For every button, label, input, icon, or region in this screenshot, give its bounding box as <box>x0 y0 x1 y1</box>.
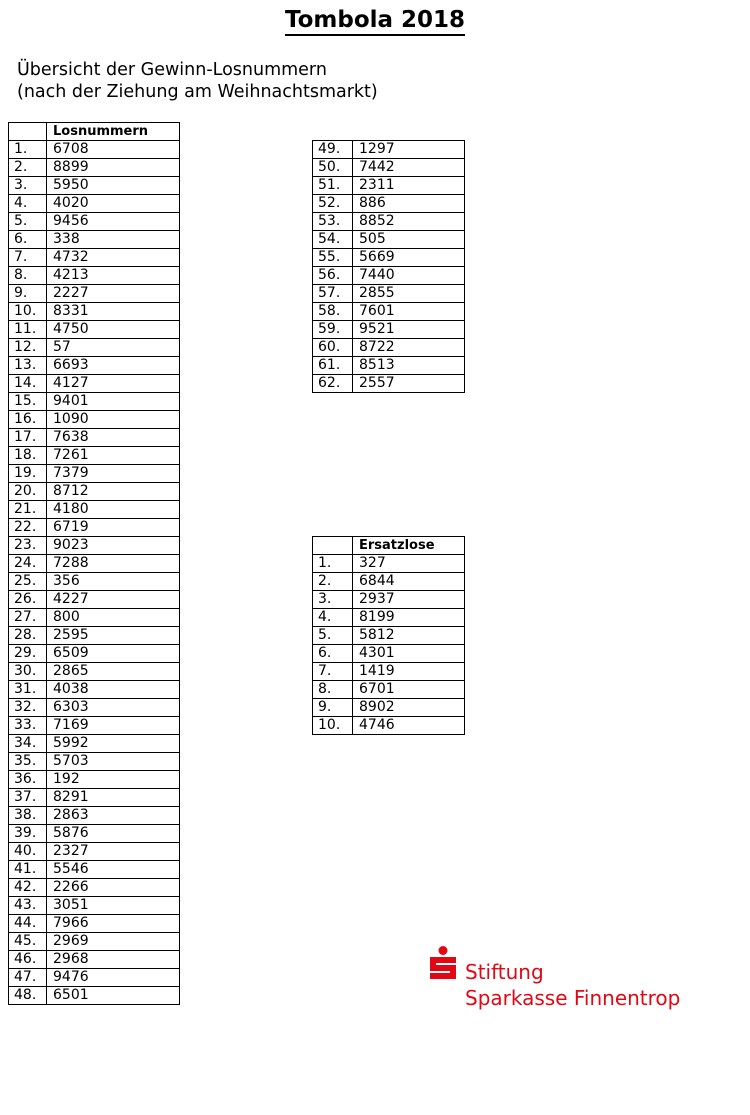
table-row <box>9 663 180 681</box>
ticket-number-cell: 4127 <box>47 375 180 393</box>
rank-cell: 9. <box>9 285 47 303</box>
rank-cell: 5. <box>9 213 47 231</box>
table-row <box>313 645 465 663</box>
table-row <box>9 969 180 987</box>
column-header-ersatzlose: Ersatzlose <box>353 537 465 555</box>
table-row <box>313 339 465 357</box>
rank-cell: 57. <box>313 285 353 303</box>
ticket-number-cell: 5876 <box>47 825 180 843</box>
table-row <box>313 555 465 573</box>
rank-cell: 4. <box>313 609 353 627</box>
column-header-losnummern: Losnummern <box>47 123 180 141</box>
table-row <box>9 483 180 501</box>
rank-cell: 28. <box>9 627 47 645</box>
table-row <box>9 393 180 411</box>
rank-cell: 51. <box>313 177 353 195</box>
ticket-number-cell: 1297 <box>353 141 465 159</box>
rank-cell: 52. <box>313 195 353 213</box>
document-subtitle <box>17 59 378 103</box>
rank-cell: 54. <box>313 231 353 249</box>
table-row <box>9 771 180 789</box>
table-row <box>313 573 465 591</box>
rank-cell: 39. <box>9 825 47 843</box>
table-row <box>313 699 465 717</box>
ticket-number-cell: 4180 <box>47 501 180 519</box>
table-row <box>313 627 465 645</box>
ticket-number-cell: 9456 <box>47 213 180 231</box>
rank-cell: 50. <box>313 159 353 177</box>
ticket-number-cell: 338 <box>47 231 180 249</box>
rank-cell: 31. <box>9 681 47 699</box>
rank-cell: 22. <box>9 519 47 537</box>
rank-cell: 18. <box>9 447 47 465</box>
rank-cell: 7. <box>313 663 353 681</box>
table-row <box>313 231 465 249</box>
rank-cell: 61. <box>313 357 353 375</box>
rank-cell: 38. <box>9 807 47 825</box>
ticket-number-cell: 2595 <box>47 627 180 645</box>
rank-cell: 2. <box>313 573 353 591</box>
ticket-number-cell: 4020 <box>47 195 180 213</box>
logo-text-stiftung: Stiftung <box>465 960 544 984</box>
ticket-number-cell: 2311 <box>353 177 465 195</box>
table-row <box>313 321 465 339</box>
table-row <box>313 285 465 303</box>
table-row <box>9 627 180 645</box>
table-row <box>313 213 465 231</box>
rank-cell: 45. <box>9 933 47 951</box>
rank-cell: 8. <box>9 267 47 285</box>
table-row <box>9 879 180 897</box>
table-header-row <box>313 537 465 555</box>
rank-cell: 36. <box>9 771 47 789</box>
table-row <box>9 843 180 861</box>
table-row <box>313 357 465 375</box>
table-row <box>9 591 180 609</box>
ticket-number-cell: 8513 <box>353 357 465 375</box>
ticket-number-cell: 7601 <box>353 303 465 321</box>
table-row <box>313 303 465 321</box>
rank-cell: 3. <box>9 177 47 195</box>
table-row <box>9 339 180 357</box>
table-row <box>9 357 180 375</box>
table-row <box>9 429 180 447</box>
ticket-number-cell: 6719 <box>47 519 180 537</box>
ticket-number-cell: 8852 <box>353 213 465 231</box>
document-title: Tombola 2018 <box>0 7 750 33</box>
ticket-number-cell: 6509 <box>47 645 180 663</box>
rank-cell: 15. <box>9 393 47 411</box>
ticket-number-cell: 505 <box>353 231 465 249</box>
ticket-number-cell: 3051 <box>47 897 180 915</box>
ticket-number-cell: 5950 <box>47 177 180 195</box>
ticket-number-cell: 5703 <box>47 753 180 771</box>
subtitle-line-2: (nach der Ziehung am Weihnachtsmarkt) <box>17 82 378 102</box>
rank-cell: 48. <box>9 987 47 1005</box>
ticket-number-cell: 2557 <box>353 375 465 393</box>
rank-cell: 34. <box>9 735 47 753</box>
rank-cell: 59. <box>313 321 353 339</box>
ticket-number-cell: 1090 <box>47 411 180 429</box>
ticket-number-cell: 5669 <box>353 249 465 267</box>
ticket-number-cell: 2863 <box>47 807 180 825</box>
ticket-number-cell: 57 <box>47 339 180 357</box>
rank-cell: 14. <box>9 375 47 393</box>
table-row <box>9 141 180 159</box>
table-row <box>9 735 180 753</box>
table-row <box>313 141 465 159</box>
rank-cell: 16. <box>9 411 47 429</box>
ticket-number-cell: 1419 <box>353 663 465 681</box>
table-row <box>313 195 465 213</box>
table-row <box>9 195 180 213</box>
rank-cell: 27. <box>9 609 47 627</box>
rank-cell: 8. <box>313 681 353 699</box>
table-row <box>9 375 180 393</box>
rank-cell: 19. <box>9 465 47 483</box>
rank-cell: 6. <box>313 645 353 663</box>
rank-cell: 20. <box>9 483 47 501</box>
ticket-number-cell: 4038 <box>47 681 180 699</box>
table-row <box>9 789 180 807</box>
rank-cell: 29. <box>9 645 47 663</box>
table-row <box>313 663 465 681</box>
rank-cell: 9. <box>313 699 353 717</box>
rank-cell: 17. <box>9 429 47 447</box>
table-row <box>9 897 180 915</box>
table-row <box>9 501 180 519</box>
table-row <box>9 753 180 771</box>
table-row <box>313 177 465 195</box>
ticket-number-cell: 7379 <box>47 465 180 483</box>
ticket-number-cell: 8712 <box>47 483 180 501</box>
table-row <box>9 807 180 825</box>
rank-cell: 26. <box>9 591 47 609</box>
rank-cell: 13. <box>9 357 47 375</box>
rank-cell: 4. <box>9 195 47 213</box>
winning-numbers-table <box>8 122 180 1005</box>
table-row <box>9 285 180 303</box>
subtitle-line-1: Übersicht der Gewinn-Losnummern <box>17 60 327 80</box>
table-row <box>9 465 180 483</box>
ticket-number-cell: 9023 <box>47 537 180 555</box>
rank-cell: 37. <box>9 789 47 807</box>
header-blank-cell <box>9 123 47 141</box>
rank-cell: 41. <box>9 861 47 879</box>
rank-cell: 46. <box>9 951 47 969</box>
ticket-number-cell: 4301 <box>353 645 465 663</box>
rank-cell: 44. <box>9 915 47 933</box>
ticket-number-cell: 6693 <box>47 357 180 375</box>
rank-cell: 49. <box>313 141 353 159</box>
ticket-number-cell: 356 <box>47 573 180 591</box>
ticket-number-cell: 8899 <box>47 159 180 177</box>
rank-cell: 43. <box>9 897 47 915</box>
ticket-number-cell: 9521 <box>353 321 465 339</box>
rank-cell: 1. <box>9 141 47 159</box>
rank-cell: 24. <box>9 555 47 573</box>
table-row <box>9 609 180 627</box>
rank-cell: 12. <box>9 339 47 357</box>
rank-cell: 58. <box>313 303 353 321</box>
rank-cell: 23. <box>9 537 47 555</box>
table-row <box>9 321 180 339</box>
table-row <box>9 267 180 285</box>
ticket-number-cell: 8722 <box>353 339 465 357</box>
ticket-number-cell: 7169 <box>47 717 180 735</box>
table-row <box>313 591 465 609</box>
table-row <box>9 573 180 591</box>
table-row <box>313 717 465 735</box>
rank-cell: 62. <box>313 375 353 393</box>
rank-cell: 1. <box>313 555 353 573</box>
ticket-number-cell: 2855 <box>353 285 465 303</box>
ticket-number-cell: 8902 <box>353 699 465 717</box>
table-row <box>9 249 180 267</box>
table-row <box>9 303 180 321</box>
table-row <box>9 825 180 843</box>
ticket-number-cell: 2969 <box>47 933 180 951</box>
ticket-number-cell: 6708 <box>47 141 180 159</box>
ticket-number-cell: 7288 <box>47 555 180 573</box>
ticket-number-cell: 4750 <box>47 321 180 339</box>
table-row <box>9 699 180 717</box>
rank-cell: 53. <box>313 213 353 231</box>
ticket-number-cell: 2227 <box>47 285 180 303</box>
ticket-number-cell: 327 <box>353 555 465 573</box>
table-row <box>313 375 465 393</box>
rank-cell: 21. <box>9 501 47 519</box>
rank-cell: 40. <box>9 843 47 861</box>
rank-cell: 7. <box>9 249 47 267</box>
table-row <box>9 537 180 555</box>
table-row <box>9 645 180 663</box>
logo-text-sparkasse-finnentrop: Sparkasse Finnentrop <box>465 986 681 1010</box>
table-row <box>9 987 180 1005</box>
rank-cell: 25. <box>9 573 47 591</box>
rank-cell: 10. <box>313 717 353 735</box>
ticket-number-cell: 5812 <box>353 627 465 645</box>
rank-cell: 10. <box>9 303 47 321</box>
header-blank-cell <box>313 537 353 555</box>
rank-cell: 32. <box>9 699 47 717</box>
table-row <box>313 249 465 267</box>
ticket-number-cell: 7261 <box>47 447 180 465</box>
ticket-number-cell: 2327 <box>47 843 180 861</box>
table-row <box>9 681 180 699</box>
table-row <box>9 933 180 951</box>
table-row <box>313 159 465 177</box>
ticket-number-cell: 4732 <box>47 249 180 267</box>
ticket-number-cell: 800 <box>47 609 180 627</box>
ticket-number-cell: 6303 <box>47 699 180 717</box>
sparkasse-s-icon <box>428 946 458 984</box>
table-row <box>9 555 180 573</box>
table-header-row <box>9 123 180 141</box>
table-row <box>9 861 180 879</box>
ticket-number-cell: 5992 <box>47 735 180 753</box>
winning-numbers-continued-table <box>312 140 465 393</box>
ticket-number-cell: 6701 <box>353 681 465 699</box>
table-row <box>9 951 180 969</box>
table-row <box>9 177 180 195</box>
table-row <box>9 231 180 249</box>
rank-cell: 47. <box>9 969 47 987</box>
rank-cell: 60. <box>313 339 353 357</box>
table-row <box>9 915 180 933</box>
ticket-number-cell: 2937 <box>353 591 465 609</box>
ticket-number-cell: 8331 <box>47 303 180 321</box>
ticket-number-cell: 7966 <box>47 915 180 933</box>
rank-cell: 33. <box>9 717 47 735</box>
rank-cell: 5. <box>313 627 353 645</box>
ticket-number-cell: 2865 <box>47 663 180 681</box>
rank-cell: 6. <box>9 231 47 249</box>
table-row <box>9 411 180 429</box>
rank-cell: 35. <box>9 753 47 771</box>
ticket-number-cell: 9401 <box>47 393 180 411</box>
table-row <box>9 447 180 465</box>
table-row <box>313 609 465 627</box>
ticket-number-cell: 4746 <box>353 717 465 735</box>
table-row <box>9 519 180 537</box>
replacement-numbers-table <box>312 536 465 735</box>
ticket-number-cell: 2266 <box>47 879 180 897</box>
table-row <box>9 213 180 231</box>
rank-cell: 55. <box>313 249 353 267</box>
rank-cell: 42. <box>9 879 47 897</box>
ticket-number-cell: 6501 <box>47 987 180 1005</box>
rank-cell: 2. <box>9 159 47 177</box>
ticket-number-cell: 2968 <box>47 951 180 969</box>
ticket-number-cell: 7442 <box>353 159 465 177</box>
ticket-number-cell: 7638 <box>47 429 180 447</box>
table-row <box>313 681 465 699</box>
ticket-number-cell: 8291 <box>47 789 180 807</box>
table-row <box>9 159 180 177</box>
ticket-number-cell: 192 <box>47 771 180 789</box>
rank-cell: 30. <box>9 663 47 681</box>
ticket-number-cell: 4227 <box>47 591 180 609</box>
ticket-number-cell: 5546 <box>47 861 180 879</box>
table-row <box>313 267 465 285</box>
ticket-number-cell: 886 <box>353 195 465 213</box>
ticket-number-cell: 8199 <box>353 609 465 627</box>
rank-cell: 3. <box>313 591 353 609</box>
ticket-number-cell: 7440 <box>353 267 465 285</box>
rank-cell: 56. <box>313 267 353 285</box>
ticket-number-cell: 9476 <box>47 969 180 987</box>
ticket-number-cell: 4213 <box>47 267 180 285</box>
rank-cell: 11. <box>9 321 47 339</box>
ticket-number-cell: 6844 <box>353 573 465 591</box>
table-row <box>9 717 180 735</box>
